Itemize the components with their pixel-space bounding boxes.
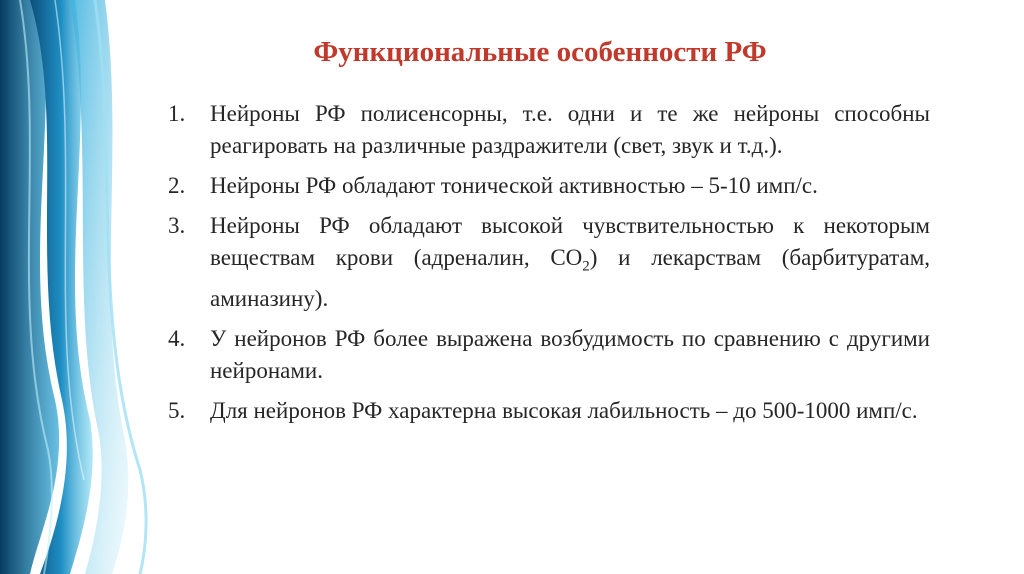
list-item	[160, 210, 930, 315]
list-item	[160, 98, 930, 162]
co2-subscript: 2	[582, 258, 590, 275]
list-item-number: 4.	[168, 325, 186, 351]
list-item	[160, 323, 930, 387]
list-item-number: 2.	[168, 173, 186, 198]
list-item-text: Для нейронов РФ характерна высокая лабильность – до 500-1000 имп/с.	[210, 397, 918, 423]
list-item-text	[210, 213, 930, 311]
features-list	[160, 98, 930, 435]
list-item	[160, 170, 930, 202]
list-item-number: 5.	[168, 397, 186, 423]
list-item-text: Нейроны РФ полисенсорны, т.е. одни и те же нейроны способны реагировать на различные раздражители (свет, звук и т.д.).	[210, 101, 930, 158]
list-item-text-part: Нейроны РФ обладают высокой чувствительностью к некоторым веществам крови (адреналин, СО	[210, 213, 930, 270]
list-item	[160, 395, 930, 427]
list-item-text: У нейронов РФ более выражена возбудимость по сравнению с другими нейронами.	[210, 325, 930, 383]
list-item-text: Нейроны РФ обладают тонической активностью – 5-10 имп/с.	[210, 173, 818, 198]
list-item-number: 1.	[168, 101, 186, 126]
list-item-text-part: ) и лекарствам (барбитуратам, аминазину).	[210, 245, 931, 311]
list-item-number: 3.	[168, 213, 186, 238]
slide-title: Функциональные особенности РФ	[313, 36, 767, 68]
